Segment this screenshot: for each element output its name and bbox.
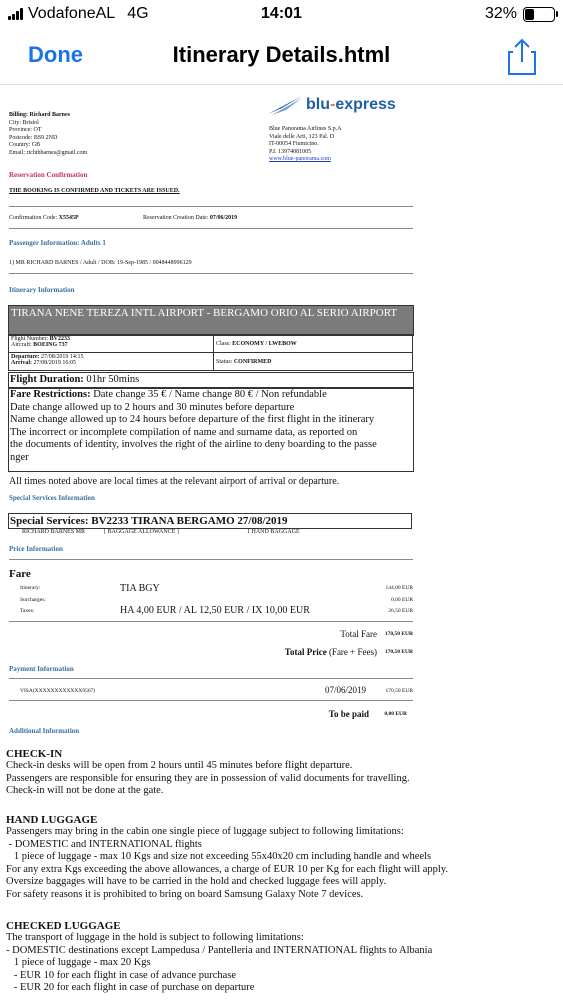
done-button[interactable]: Done <box>28 42 83 67</box>
times-cell: Departure: 27/08/2019 14:15 Arrival: 27/08/2019 16:05 <box>9 353 214 371</box>
to-be-paid-label: To be paid <box>328 709 369 719</box>
payment-heading: Payment Information <box>9 665 74 673</box>
surcharges-amount: 0,00 EUR <box>391 597 413 603</box>
network-label: 4G <box>127 5 149 22</box>
special-services-allowance: [ BAGGAGE ALLOWANCE ] <box>104 529 179 535</box>
fare-title: Fare <box>9 568 31 580</box>
share-icon[interactable] <box>507 38 537 76</box>
payment-card: VISA(XXXXXXXXXXXX9567) <box>20 688 96 694</box>
airline-website-link[interactable]: www.blue-panorama.com <box>269 156 331 162</box>
airline-address <box>269 126 469 164</box>
status-bar <box>0 0 563 30</box>
itinerary-heading: Itinerary Information <box>9 286 75 294</box>
status-cell: Status: CONFIRMED <box>214 353 413 371</box>
hand-luggage-title: HAND LUGGAGE <box>6 814 98 826</box>
itinerary-label: Itinerary: <box>20 585 41 591</box>
taxes-breakdown: HA 4,00 EUR / AL 12,50 EUR / IX 10,00 EUR <box>120 605 310 616</box>
billing-block <box>9 112 229 157</box>
price-heading: Price Information <box>9 545 63 553</box>
route-banner: TIRANA NENE TEREZA INTL AIRPORT - BERGAMO ORIO AL SERIO AIRPORT <box>8 305 414 336</box>
taxes-amount: 26,50 EUR <box>388 608 413 614</box>
hand-luggage-section: HAND LUGGAGE Passengers may bring in the cabin one single piece of luggage subject to following limitations: - DOMESTIC and INTERNATIONAL flights 1 piece of luggage - max 10 Kgs and size not exceeding 55x40x20 cm including handle and wheels For any extra Kgs exceeding the above allowances, a charge of EUR 10 per Kg for each flight will apply. Oversize baggages will have to be carried in the hold and checked luggage fees will apply. For safety reasons it is prohibited to bring on board Samsung Galaxy Note 7 devices. <box>6 814 556 901</box>
airline-vat: P.I. 13974081005 <box>269 148 312 155</box>
checked-luggage-title: CHECKED LUGGAGE <box>6 920 121 932</box>
checkin-section: CHECK-IN Check-in desks will be open from 2 hours until 45 minutes before flight departure. Passengers are responsible for ensuring they are in possession of valid documents for travelling. Check-in will not be done at the gate. <box>6 748 556 798</box>
class-cell: Class: ECONOMY / LWEBOW <box>214 335 413 353</box>
plane-icon <box>268 96 302 116</box>
flight-duration: Flight Duration: 01hr 50mins <box>8 372 414 388</box>
reservation-heading: Reservation Confirmation <box>9 171 88 179</box>
special-services-passenger: RICHARD BARNES MR <box>22 529 86 535</box>
total-fare-amount: 170,50 EUR <box>384 631 413 637</box>
passenger-line: 1) MR RICHARD BARNES / Adult / DOB: 19-Sep-1985 / 0048448996129 <box>9 260 192 266</box>
local-times-note: All times noted above are local times at the relevant airport of arrival or departure. <box>9 476 340 487</box>
billing-country: Country: GB <box>9 142 41 148</box>
surcharges-label: Surcharges: <box>20 597 46 603</box>
special-services-title: Special Services: BV2233 TIRANA BERGAMO 27/08/2019 <box>8 513 412 529</box>
checkin-title: CHECK-IN <box>6 748 63 760</box>
battery-percent: 32% <box>484 5 517 22</box>
passenger-heading: Passenger Information: Adults 1 <box>9 239 106 247</box>
payment-amount: 170,50 EUR <box>385 688 413 694</box>
billing-city: City: Bristol <box>9 119 39 126</box>
airline-city: IT-00054 Fiumicino. <box>269 141 319 147</box>
document <box>0 88 563 1000</box>
logo-text: blu-express <box>306 96 396 113</box>
payment-date: 07/06/2019 <box>325 685 367 695</box>
creation-date: Reservation Creation Date: 07/06/2019 <box>143 215 238 221</box>
total-fare-label: Total Fare <box>340 629 377 639</box>
billing-email: Email: richtbbarnes@gmail.com <box>9 149 88 156</box>
itinerary-amount: 144,00 EUR <box>385 585 413 591</box>
checked-luggage-section: CHECKED LUGGAGE The transport of luggage in the hold is subject to following limitations: - DOMESTIC destinations except Lampedusa / Pantelleria and INTERNATIONAL flights to Albania 1 piece of luggage - max 20 Kgs - EUR 10 for each flight in case of advance purchase - EUR 20 for each flight in case of purchase on departure <box>6 920 556 995</box>
total-price-amount: 170,50 EUR <box>384 649 413 655</box>
to-be-paid-amount: 0,00 EUR <box>384 711 407 717</box>
total-price-label: Total Price (Fare + Fees) <box>284 647 377 657</box>
confirmation-code: Confirmation Code: X5545P <box>9 215 79 221</box>
carrier-label: VodafoneAL <box>28 5 116 22</box>
page-title: Itinerary Details.html <box>172 42 391 67</box>
itinerary-route-value: TIA BGY <box>120 583 160 594</box>
clock: 14:01 <box>261 5 302 22</box>
battery-icon <box>523 7 555 22</box>
billing-postcode: Postcode: BS9 2ND <box>9 134 58 141</box>
billing-province: Province: OT <box>9 127 42 133</box>
special-services-heading: Special Services Information <box>9 494 95 502</box>
airline-logo <box>268 94 428 120</box>
status-right <box>485 5 555 23</box>
taxes-label: Taxes: <box>20 608 35 614</box>
additional-heading: Additional Information <box>9 727 80 735</box>
airline-name: Blue Panorama Airlines S.p.A <box>269 126 342 132</box>
nav-bar <box>0 30 563 85</box>
fare-restrictions: Fare Restrictions: Date change 35 € / Name change 80 € / Non refundable Date change allowed up to 2 hours and 30 minutes before departure Name change allowed up to 24 hours before departure of the first flight in the itinerary The incorrect or incomplete compilation of name and surname data, as reported on the documents of identity, involves the right of the airline to deny boarding to the passe nger <box>8 388 414 472</box>
booking-confirmed-text: THE BOOKING IS CONFIRMED AND TICKETS ARE ISSUED. <box>9 188 180 194</box>
billing-name: Billing: Richard Barnes <box>9 112 71 118</box>
airline-street: Viale delle Arti, 123 Pal. D <box>269 133 335 140</box>
flight-number-cell: Flight Number: BV2233 Aircraft: BOEING 737 <box>9 335 214 353</box>
special-services-item: 1 HAND BAGGAGE <box>247 529 300 535</box>
flight-table <box>8 334 413 371</box>
